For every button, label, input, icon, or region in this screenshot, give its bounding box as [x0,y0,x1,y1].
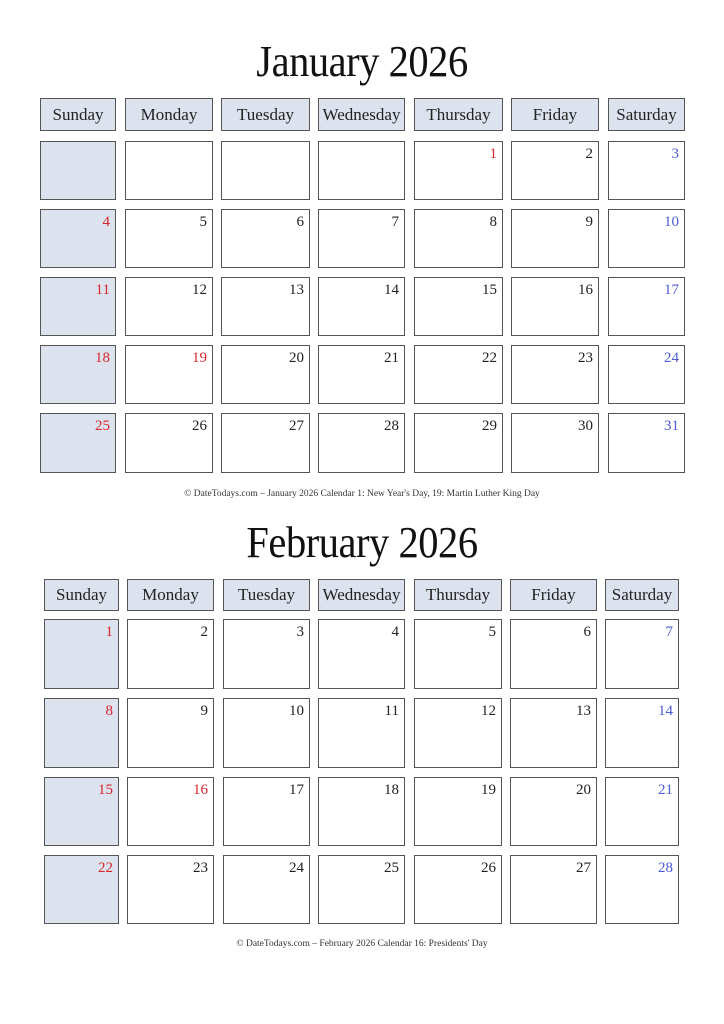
day-number: 2 [585,146,593,162]
day-cell[interactable] [223,698,310,768]
day-number: 17 [664,282,679,298]
day-cell[interactable] [318,209,405,268]
day-cell[interactable] [318,277,405,336]
day-number: 27 [576,860,591,876]
day-number: 28 [658,860,673,876]
day-number: 8 [105,703,113,719]
day-number: 12 [192,282,207,298]
day-number: 5 [199,214,207,230]
day-cell[interactable] [221,209,310,268]
month-title: February 2026 [246,518,478,567]
day-number: 13 [289,282,304,298]
day-cell[interactable] [608,345,685,404]
day-number: 26 [192,418,207,434]
day-cell[interactable] [605,777,679,846]
day-number: 25 [384,860,399,876]
day-number: 3 [296,624,304,640]
day-number: 23 [578,350,593,366]
day-number: 22 [482,350,497,366]
day-number: 2 [200,624,208,640]
day-cell[interactable] [511,141,599,200]
day-cell[interactable] [318,855,405,924]
day-number: 23 [193,860,208,876]
weekday-header-monday: Monday [125,98,213,131]
day-cell[interactable] [223,777,310,846]
day-number: 8 [489,214,497,230]
day-number: 10 [664,214,679,230]
day-number: 9 [200,703,208,719]
day-cell[interactable] [127,698,214,768]
day-cell[interactable] [223,619,310,689]
day-number: 10 [289,703,304,719]
day-cell[interactable] [605,855,679,924]
day-number: 7 [665,624,673,640]
day-number: 30 [578,418,593,434]
day-number: 14 [384,282,399,298]
weekday-header-thursday: Thursday [414,579,502,611]
day-cell[interactable] [510,619,597,689]
day-cell[interactable] [414,141,503,200]
weekday-header-wednesday: Wednesday [318,579,405,611]
day-cell[interactable] [414,855,502,924]
day-cell[interactable] [44,855,119,924]
day-number: 14 [658,703,673,719]
day-cell[interactable] [125,413,213,473]
day-cell[interactable] [414,277,503,336]
empty-day-cell[interactable] [318,141,405,200]
day-number: 6 [296,214,304,230]
day-cell[interactable] [125,209,213,268]
day-cell[interactable] [318,698,405,768]
day-cell[interactable] [44,698,119,768]
day-number: 26 [481,860,496,876]
day-cell[interactable] [318,619,405,689]
day-cell[interactable] [221,413,310,473]
weekday-header-monday: Monday [127,579,214,611]
empty-day-cell[interactable] [125,141,213,200]
day-number: 15 [482,282,497,298]
day-cell[interactable] [608,277,685,336]
day-number: 31 [664,418,679,434]
weekday-header-sunday: Sunday [44,579,119,611]
weekday-header-saturday: Saturday [605,579,679,611]
day-cell[interactable] [40,277,116,336]
day-number: 19 [192,350,207,366]
day-cell[interactable] [221,277,310,336]
day-number: 21 [658,782,673,798]
day-cell[interactable] [40,209,116,268]
month-title: January 2026 [256,37,468,86]
day-cell[interactable] [510,698,597,768]
weekday-header-sunday: Sunday [40,98,116,131]
day-number: 1 [489,146,497,162]
day-number: 24 [289,860,304,876]
day-cell[interactable] [511,209,599,268]
day-number: 17 [289,782,304,798]
day-cell[interactable] [127,619,214,689]
day-number: 19 [481,782,496,798]
day-cell[interactable] [414,619,502,689]
day-cell[interactable] [510,855,597,924]
day-number: 3 [671,146,679,162]
day-number: 7 [391,214,399,230]
weekday-header-tuesday: Tuesday [221,98,310,131]
day-number: 15 [98,782,113,798]
day-cell[interactable] [127,777,214,846]
day-cell[interactable] [40,345,116,404]
day-cell[interactable] [44,777,119,846]
weekday-header-tuesday: Tuesday [223,579,310,611]
day-number: 25 [95,418,110,434]
day-cell[interactable] [414,777,502,846]
day-number: 11 [95,282,110,298]
day-number: 20 [289,350,304,366]
day-number: 21 [384,350,399,366]
day-cell[interactable] [40,413,116,473]
day-cell[interactable] [605,619,679,689]
weekday-header-friday: Friday [510,579,597,611]
day-number: 28 [384,418,399,434]
day-number: 6 [583,624,591,640]
day-cell[interactable] [414,209,503,268]
day-cell[interactable] [125,345,213,404]
day-cell[interactable] [414,345,503,404]
day-number: 4 [102,214,110,230]
day-number: 4 [391,624,399,640]
day-number: 22 [98,860,113,876]
day-number: 11 [384,703,399,719]
day-cell[interactable] [318,413,405,473]
day-number: 18 [384,782,399,798]
empty-day-cell[interactable] [221,141,310,200]
weekday-header-saturday: Saturday [608,98,685,131]
day-number: 27 [289,418,304,434]
calendar-footnote: © DateTodays.com – February 2026 Calendar 16: Presidents' Day [236,939,488,949]
calendar-footnote: © DateTodays.com – January 2026 Calendar 1: New Year's Day, 19: Martin Luther King Day [184,489,540,499]
day-number: 20 [576,782,591,798]
day-cell[interactable] [44,619,119,689]
day-number: 1 [105,624,113,640]
weekday-header-friday: Friday [511,98,599,131]
day-cell[interactable] [414,698,502,768]
day-cell[interactable] [511,413,599,473]
day-cell[interactable] [511,277,599,336]
weekday-header-thursday: Thursday [414,98,503,131]
day-cell[interactable] [510,777,597,846]
day-number: 16 [578,282,593,298]
day-cell[interactable] [608,141,685,200]
day-cell[interactable] [125,277,213,336]
day-cell[interactable] [605,698,679,768]
day-number: 16 [193,782,208,798]
day-cell[interactable] [223,855,310,924]
day-number: 24 [664,350,679,366]
day-cell[interactable] [127,855,214,924]
day-cell[interactable] [414,413,503,473]
day-cell[interactable] [608,209,685,268]
day-cell[interactable] [608,413,685,473]
day-cell[interactable] [318,345,405,404]
day-number: 18 [95,350,110,366]
day-number: 12 [481,703,496,719]
day-cell[interactable] [318,777,405,846]
day-cell[interactable] [511,345,599,404]
day-number: 9 [585,214,593,230]
day-number: 29 [482,418,497,434]
empty-day-cell[interactable] [40,141,116,200]
day-number: 5 [488,624,496,640]
day-number: 13 [576,703,591,719]
day-cell[interactable] [221,345,310,404]
weekday-header-wednesday: Wednesday [318,98,405,131]
